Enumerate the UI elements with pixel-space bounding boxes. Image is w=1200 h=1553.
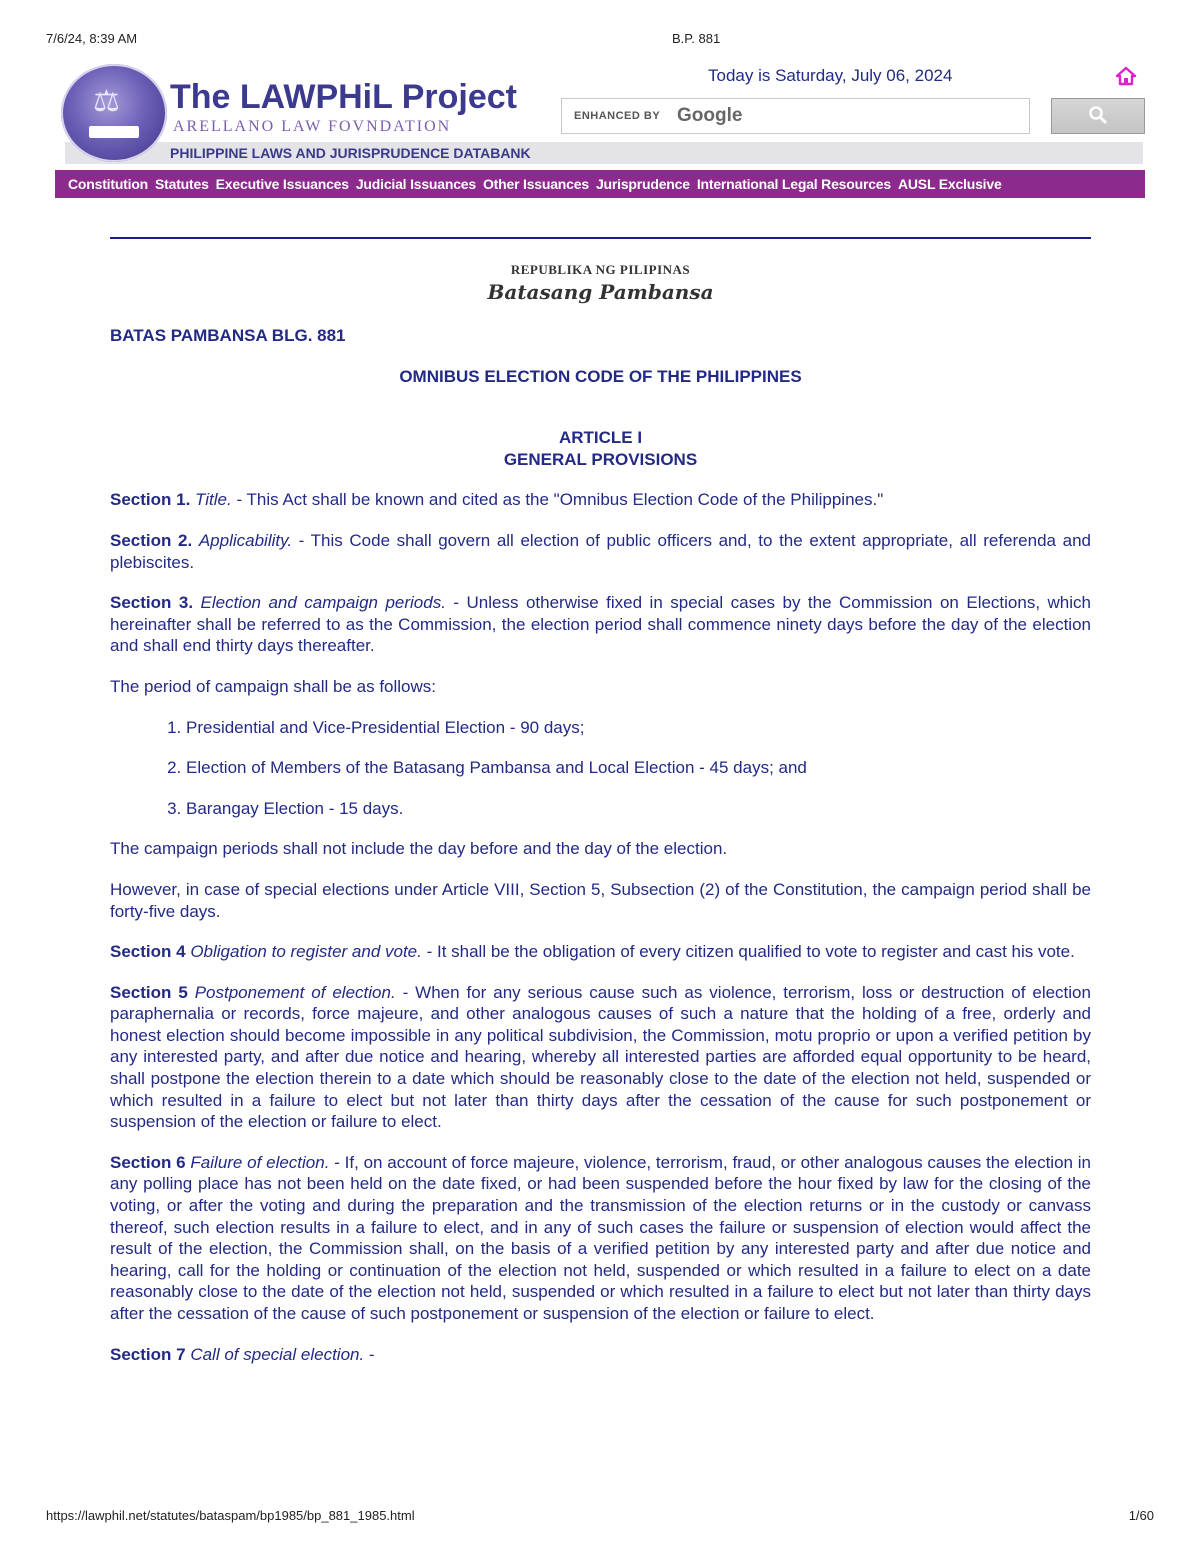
section-5: Section 5 Postponement of election. - When for any serious cause such as violence, terrorism, loss or destruction of election paraphernalia or records, force majeure, and other analogous causes of such a nature that the holding of a free, orderly and honest election should become impossible in any political subdivision, the Commission, motu proprio or upon a verified petition by any interested party, and after due notice and hearing, whereby all interested parties are afforded equal opportunity to be heard, shall postpone the election therein to a date which should be reasonably close to the date of the election not held, suspended or which resulted in a failure to elect but not later than thirty days after the cessation of the cause for such postponement or suspension of the election or failure to elect. (110, 982, 1091, 1132)
campaign-exclude: The campaign periods shall not include the day before and the day of the election. (110, 839, 728, 859)
google-brand: Google (677, 105, 743, 126)
list-item: 2. Election of Members of the Batasang Pambansa and Local Election - 45 days; and (186, 757, 1091, 779)
document-masthead (110, 262, 1091, 304)
article-heading: ARTICLE I GENERAL PROVISIONS (503, 428, 698, 469)
scales-of-justice-icon: ⚖ (93, 85, 120, 118)
main-nav (55, 170, 1145, 198)
site-logo-title[interactable]: The LAWPHiL Project (170, 78, 517, 116)
search-input[interactable] (561, 98, 1030, 134)
page-number: 1/60 (1128, 1508, 1154, 1523)
campaign-period-list (110, 717, 1091, 820)
section-3: Section 3. Election and campaign periods. - Unless otherwise fixed in special cases by the Commission on Elections, which hereinafter shall be referred to as the Commission, the election period shall commence ninety days before the day of the election and shall end thirty days thereafter. (110, 593, 1091, 656)
section-4: Section 4 Obligation to register and vote. - It shall be the obligation of every citizen qualified to vote to register and cast his vote. (110, 942, 1075, 962)
nav-constitution[interactable]: Constitution (68, 176, 149, 192)
section-1: Section 1. Title. - This Act shall be known and cited as the "Omnibus Election Code of the Philippines." (110, 490, 884, 510)
list-item: 1. Presidential and Vice-Presidential Election - 90 days; (186, 717, 1091, 739)
code-title: OMNIBUS ELECTION CODE OF THE PHILIPPINES (399, 366, 802, 386)
section-2: Section 2. Applicability. - This Code shall govern all election of public officers and, to the extent appropriate, all referenda and plebiscites. (110, 530, 1091, 572)
print-header (46, 31, 1154, 49)
page-url[interactable]: https://lawphil.net/statutes/bataspam/bp1985/bp_881_1985.html (46, 1508, 415, 1523)
search-button[interactable] (1051, 98, 1145, 134)
home-icon[interactable] (1115, 66, 1137, 86)
databank-strip (65, 142, 1143, 164)
content-divider (110, 237, 1091, 239)
batasang-heading: Batasang Pambansa (487, 280, 714, 304)
list-item: 3. Barangay Election - 15 days. (186, 798, 1091, 820)
print-footer (46, 1508, 1154, 1523)
print-datetime: 7/6/24, 8:39 AM (46, 31, 138, 46)
campaign-special: However, in case of special elections under Article VIII, Section 5, Subsection (2) of the Constitution, the campaign period shall be forty-five days. (110, 879, 1091, 921)
section-6: Section 6 Failure of election. - If, on account of force majeure, violence, terrorism, fraud, or other analogous causes the election in any polling place has not been held on the date fixed, or had been suspended before the hour fixed by law for the closing of the voting, or after the voting and during the preparation and the transmission of the election returns or in the custody or canvass thereof, such election results in a failure to elect, and in any of such cases the failure or suspension of election would affect the result of the election, the Commission shall, on the basis of a verified petition by any interested party and after due notice and hearing, call for the holding or continuation of the election not held, suspended or which resulted in a failure to elect on a date reasonably close to the date of the election not held, suspended or which resulted in a failure to elect but not later than thirty days after the cessation of the cause of such postponement or suspension of the election or failure to elect. (110, 1152, 1091, 1323)
seal-word-plate (89, 126, 139, 138)
nav-ausl-exclusive[interactable]: AUSL Exclusive (897, 176, 1002, 192)
law-number: BATAS PAMBANSA BLG. 881 (110, 326, 346, 345)
nav-statutes[interactable]: Statutes (155, 176, 209, 192)
nav-judicial-issuances[interactable]: Judicial Issuances (355, 176, 476, 192)
nav-other-issuances[interactable]: Other Issuances (482, 176, 589, 192)
statute-body (110, 325, 1091, 1384)
republika-heading: REPUBLIKA NG PILIPINAS (510, 262, 691, 277)
site-logo-subtitle: ARELLANO LAW FOVNDATION (173, 118, 452, 135)
today-date: Today is Saturday, July 06, 2024 (708, 66, 953, 85)
site-banner (55, 58, 1145, 168)
databank-label: PHILIPPINE LAWS AND JURISPRUDENCE DATABANK (170, 145, 531, 161)
campaign-intro: The period of campaign shall be as follows: (110, 676, 437, 696)
nav-international-legal-resources[interactable]: International Legal Resources (696, 176, 891, 192)
nav-jurisprudence[interactable]: Jurisprudence (595, 176, 690, 192)
magnifier-icon (1088, 105, 1108, 130)
search-enhanced-label: ENHANCED BY (574, 110, 661, 122)
print-title: B.P. 881 (672, 31, 721, 46)
section-7: Section 7 Call of special election. - (110, 1344, 375, 1364)
lawphil-seal-logo[interactable] (61, 64, 167, 162)
nav-executive-issuances[interactable]: Executive Issuances (215, 176, 349, 192)
